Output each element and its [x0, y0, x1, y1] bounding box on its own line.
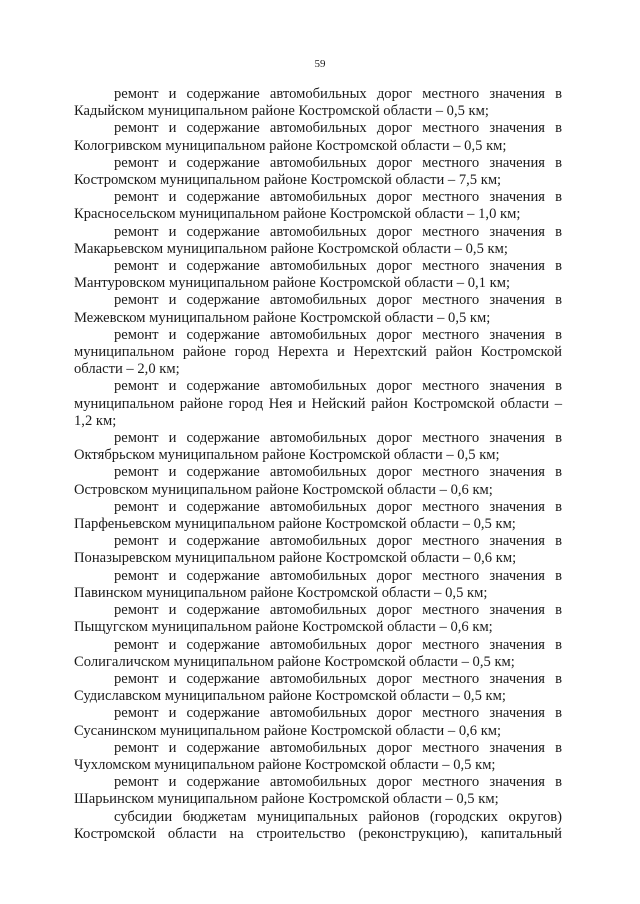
paragraph	[74, 809, 562, 843]
text-line: ремонт и содержание автомобильных дорог местного значения в	[114, 498, 562, 515]
text-line: ремонт и содержание автомобильных дорог местного значения в	[114, 223, 562, 240]
text-line: области – 2,0 км;	[74, 361, 180, 378]
paragraph	[74, 499, 562, 533]
paragraph	[74, 671, 562, 705]
text-line: ремонт и содержание автомобильных дорог местного значения в	[114, 292, 562, 309]
paragraph	[74, 464, 562, 498]
text-line: ремонт и содержание автомобильных дорог местного значения в	[114, 567, 562, 584]
text-line: Макарьевском муниципальном районе Костромской области – 0,5 км;	[74, 240, 508, 257]
text-line: Октябрьском муниципальном районе Костромской области – 0,5 км;	[74, 447, 500, 464]
text-line: Судиславском муниципальном районе Костромской области – 0,5 км;	[74, 688, 506, 705]
paragraph	[74, 120, 562, 154]
paragraph	[74, 740, 562, 774]
paragraph	[74, 189, 562, 223]
text-line: Солигаличском муниципальном районе Костромской области – 0,5 км;	[74, 653, 515, 670]
text-line: Межевском муниципальном районе Костромской области – 0,5 км;	[74, 309, 491, 326]
text-line: Шарьинском муниципальном районе Костромской области – 0,5 км;	[74, 791, 499, 808]
text-line: ремонт и содержание автомобильных дорог местного значения в	[114, 533, 562, 550]
text-line: ремонт и содержание автомобильных дорог местного значения в	[114, 378, 562, 395]
paragraph	[74, 155, 562, 189]
paragraph	[74, 378, 562, 430]
page-number: 59	[314, 58, 326, 70]
text-line: Костромской области на строительство (реконструкцию), капитальный	[74, 825, 562, 842]
text-line: Кологривском муниципальном районе Костромской области – 0,5 км;	[74, 137, 507, 154]
paragraph	[74, 86, 562, 120]
document-body	[74, 86, 562, 843]
text-line: ремонт и содержание автомобильных дорог местного значения в	[114, 86, 562, 102]
text-line: субсидии бюджетам муниципальных районов (городских округов)	[114, 808, 562, 825]
paragraph	[74, 774, 562, 808]
paragraph	[74, 258, 562, 292]
text-line: ремонт и содержание автомобильных дорог местного значения в	[114, 774, 562, 791]
text-line: Пыщугском муниципальном районе Костромской области – 0,6 км;	[74, 619, 493, 636]
paragraph	[74, 224, 562, 258]
text-line: ремонт и содержание автомобильных дорог местного значения в	[114, 670, 562, 687]
text-line: Островском муниципальном районе Костромской области – 0,6 км;	[74, 481, 493, 498]
text-line: Мантуровском муниципальном районе Костромской области – 0,1 км;	[74, 275, 511, 292]
paragraph	[74, 327, 562, 379]
text-line: Павинском муниципальном районе Костромской области – 0,5 км;	[74, 584, 488, 601]
text-line: ремонт и содержание автомобильных дорог местного значения в	[114, 739, 562, 756]
text-line: муниципальном районе город Нерехта и Нерехтский район Костромской	[74, 344, 562, 361]
paragraph	[74, 602, 562, 636]
text-line: ремонт и содержание автомобильных дорог местного значения в	[114, 189, 562, 206]
text-line: ремонт и содержание автомобильных дорог местного значения в	[114, 464, 562, 481]
text-line: Сусанинском муниципальном районе Костромской области – 0,6 км;	[74, 722, 502, 739]
text-line: Красносельском муниципальном районе Костромской области – 1,0 км;	[74, 206, 521, 223]
text-line: 1,2 км;	[74, 412, 117, 429]
text-line: ремонт и содержание автомобильных дорог местного значения в	[114, 258, 562, 275]
text-line: ремонт и содержание автомобильных дорог местного значения в	[114, 636, 562, 653]
text-line: ремонт и содержание автомобильных дорог местного значения в	[114, 120, 562, 137]
paragraph	[74, 533, 562, 567]
text-line: Костромском муниципальном районе Костромской области – 7,5 км;	[74, 172, 502, 189]
text-line: Поназыревском муниципальном районе Костромской области – 0,6 км;	[74, 550, 517, 567]
paragraph	[74, 705, 562, 739]
text-line: Кадыйском муниципальном районе Костромской области – 0,5 км;	[74, 103, 489, 120]
paragraph	[74, 430, 562, 464]
text-line: ремонт и содержание автомобильных дорог местного значения в	[114, 154, 562, 171]
text-line: Парфеньевском муниципальном районе Костромской области – 0,5 км;	[74, 516, 516, 533]
text-line: Чухломском муниципальном районе Костромской области – 0,5 км;	[74, 756, 496, 773]
text-line: ремонт и содержание автомобильных дорог местного значения в	[114, 705, 562, 722]
text-line: ремонт и содержание автомобильных дорог местного значения в	[114, 430, 562, 447]
text-line: ремонт и содержание автомобильных дорог местного значения в	[114, 326, 562, 343]
text-line: муниципальном районе город Нея и Нейский район Костромской области –	[74, 395, 562, 412]
paragraph	[74, 568, 562, 602]
text-line: ремонт и содержание автомобильных дорог местного значения в	[114, 602, 562, 619]
paragraph	[74, 292, 562, 326]
paragraph	[74, 637, 562, 671]
